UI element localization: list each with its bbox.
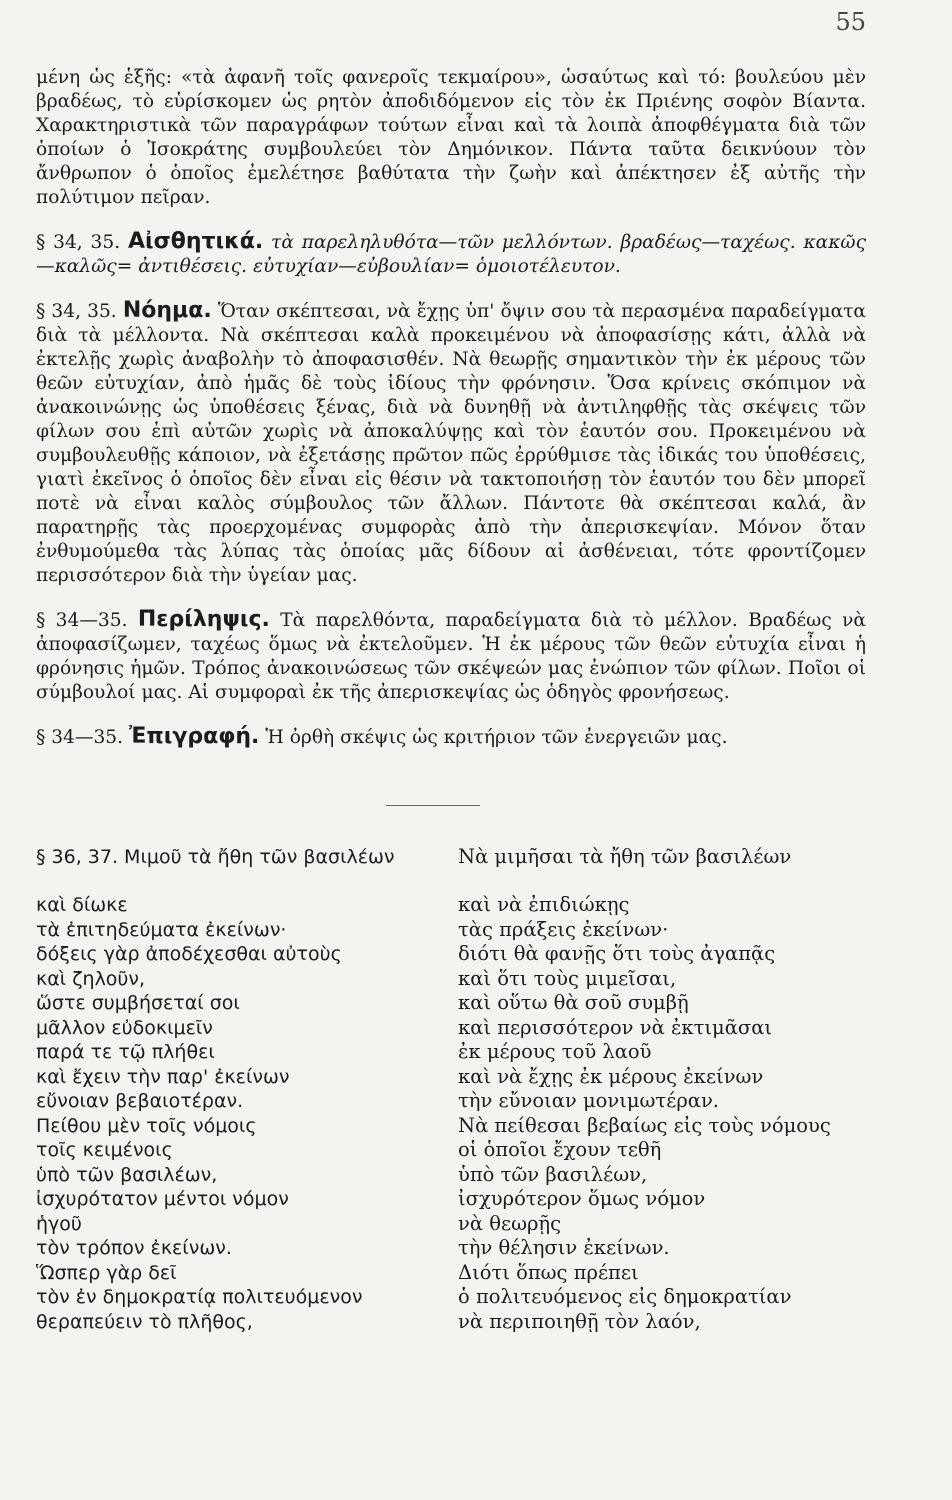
original-line: θεραπεύειν τὸ πλῆθος, [36, 1310, 253, 1333]
translation-line: ἰσχυρότερον ὅμως νόμον [458, 1187, 706, 1210]
section-divider [386, 805, 480, 806]
section-ref: § 34, 35. [36, 232, 121, 253]
translation-row [36, 1089, 876, 1114]
translation-header-text: Νὰ μιμῆσαι τὰ ἤθη τῶν βασιλέων [458, 845, 792, 868]
section-body: Ἡ ὀρθὴ σκέψις ὡς κριτήριον τῶν ἐνεργειῶν μας. [265, 727, 728, 748]
translation-line: οἱ ὁποῖοι ἔχουν τεθῆ [458, 1138, 662, 1161]
original-line: τοῖς κειμένοις [36, 1139, 173, 1161]
translation-row [36, 1310, 876, 1335]
section-body: τὰ παρεληλυθότα—τῶν μελλόντων. βραδέως—ταχέως. κακῶς—καλῶς= ἀντιθέσεις. εὐτυχίαν—εὐβουλίαν= ὁμοιοτέλευτον. [36, 232, 866, 277]
section-ref: § 34—35. [36, 610, 128, 631]
translation-row [36, 1285, 876, 1310]
translation-row [36, 1016, 876, 1041]
translation-line: Νὰ πείθεσαι βεβαίως εἰς τοὺς νόμους [458, 1113, 831, 1137]
translation-row [36, 942, 876, 967]
book-text [36, 66, 866, 750]
section-heading: Ἐπιγραφή. [128, 724, 260, 749]
original-line: παρά τε τῷ πλήθει [36, 1041, 215, 1063]
translation-row [36, 1212, 876, 1237]
translation-line: Διότι ὅπως πρέπει [458, 1260, 639, 1284]
translation-header [36, 845, 876, 893]
section-ref: § 34—35. [36, 727, 124, 748]
intro-paragraph: μένη ὡς ἑξῆς: «τὰ ἀφανῆ τοῖς φανεροῖς τεκμαίρου», ὡσαύτως καὶ τό: βουλεύου μὲν βραδέως, τὸ εὑρίσκομεν ὡς ρητὸν ἀποδιδόμενον εἰς τὸν ἐκ Πριένης σοφὸν Βίαντα. Χαρακτηριστικὰ τῶν παραγράφων τούτων εἶναι καὶ τὰ λοιπὰ ἀποφθέγματα διὰ τῶν ὁποίων ὁ Ἰσοκράτης συμβουλεύει τὸν Δημόνικον. Πάντα ταῦτα δεικνύουν τὸν ἄνθρωπον ὁ ὁποῖος ἐμελέτησε βαθύτατα τὴν ζωὴν καὶ ἀπέκτησεν ἐξ αὐτῆς τὴν πολύτιμον πεῖραν. [36, 67, 866, 208]
translation-line: καὶ ὅτι τοὺς μιμεῖσαι, [458, 966, 677, 990]
original-line: δόξεις γὰρ ἀποδέχεσθαι αὐτοὺς [36, 943, 342, 965]
original-line: Πείθου μὲν τοῖς νόμοις [36, 1114, 257, 1137]
translation-line: τὴν θέλησιν ἐκείνων. [458, 1236, 670, 1259]
original-line: ὥστε συμβήσεταί σοι [36, 992, 240, 1014]
section-ref: § 34, 35. [36, 301, 117, 322]
section-epigraphe [36, 725, 866, 750]
original-line: ἰσχυρότατον μέντοι νόμον [36, 1188, 289, 1210]
original-line: ὑπὸ τῶν βασιλέων, [36, 1163, 218, 1186]
translation-line: ἐκ μέρους τοῦ λαοῦ [458, 1040, 652, 1063]
original-line: Ὥσπερ γὰρ δεῖ [36, 1261, 177, 1284]
original-line: τὸν ἐν δημοκρατίᾳ πολιτευόμενον [36, 1286, 363, 1308]
section-body: Ὅταν σκέπτεσαι, νὰ ἔχῃς ὑπ' ὄψιν σου τὰ περασμένα παραδείγματα διὰ τὰ μέλλοντα. Νὰ σκέπτεσαι καλὰ προκειμένου νὰ ἀποφασίσῃς κάτι, ἀλλὰ νὰ ἐκτελῇς χωρὶς ἀναβολὴν τὸ ἀποφασισθέν. Νὰ θεωρῇς σημαντικὸν τὴν ἐκ μέρους τῶν θεῶν εὐτυχίαν, ἀπὸ ἡμᾶς δὲ τοὺς ἰδίους τὴν φρόνησιν. Ὅσα κρίνεις σκόπιμον νὰ ἀνακοινώνῃς ὡς ὑποθέσεις ξένας, διὰ νὰ δυνηθῇ νὰ ἀντιληφθῇς τὰς σκέψεις τῶν φίλων σου ἐπὶ αὐτῶν χωρὶς νὰ ἀποκαλύψῃς καὶ τὸν ἑαυτόν σου. Προκειμένου νὰ συμβουλευθῇς κάποιον, νὰ ἐξετάσῃς πρῶτον πῶς ἐρρύθμισε τὰς ἰδικάς του ὑποθέσεις, γιατὶ ἐκεῖνος ὁ ὁποῖος δὲν εἶναι εἰς θέσιν νὰ τακτοποιήσῃ τὸν ἑαυτόν του δὲν μπορεῖ ποτὲ νὰ εἶναι καλὸς σύμβουλος τῶν ἄλλων. Πάντοτε θὰ σκέπτεσαι καλά, ἂν παρατηρῇς τὰς προερχομένας συμφορὰς ἀπὸ τὴν ἀπερισκεψίαν. Μόνον ὅταν ἐνθυμούμεθα τὰς λύπας τὰς ὁποίας μᾶς δίδουν αἱ ἀσθένειαι, τότε φροντίζομεν περισσότερον διὰ τὴν ὑγείαν μας. [36, 301, 866, 586]
section-heading: Νόημα. [122, 298, 212, 323]
translation-row [36, 1187, 876, 1212]
section-heading: Αἰσθητικά. [127, 229, 264, 254]
section-body: Τὰ παρελθόντα, παραδείγματα διὰ τὸ μέλλον. Βραδέως νὰ ἀποφασίζωμεν, ταχέως ὅμως νὰ ἐκτελοῦμεν. Ἡ ἐκ μέρους τῶν θεῶν εὐτυχία εἶναι ἡ φρόνησις ἡμῶν. Τρόπος ἀνακοινώσεως τῶν σκέψεών μας ἐνώπιον τῶν φίλων. Ποῖοι οἱ σύμβουλοί μας. Αἱ συμφοραὶ ἐκ τῆς ἀπερισκεψίας ὡς ὁδηγὸς φρονήσεως. [36, 610, 866, 703]
page-number: 55 [835, 8, 866, 36]
original-line: τὰ ἐπιτηδεύματα ἐκείνων· [36, 918, 287, 941]
translation-row [36, 1065, 876, 1090]
translation-line: νὰ περιποιηθῇ τὸν λαόν, [458, 1309, 701, 1333]
translation-line: ὑπὸ τῶν βασιλέων, [458, 1162, 648, 1186]
section-heading: Περίληψις. [137, 607, 270, 632]
original-line: καὶ ἔχειν τὴν παρ' ἐκείνων [36, 1065, 290, 1088]
original-line: τὸν τρόπον ἐκείνων. [36, 1237, 232, 1259]
translation-line: νὰ θεωρῇς [458, 1211, 562, 1235]
original-header: § 36, 37. Μιμοῦ τὰ ἤθη τῶν βασιλέων [36, 846, 395, 868]
translation-row [36, 918, 876, 943]
translation-rows [36, 893, 876, 1334]
translation-row [36, 1236, 876, 1261]
original-line: καὶ ζηλοῦν, [36, 967, 146, 990]
original-line: ἡγοῦ [36, 1212, 82, 1235]
translation-line: καὶ περισσότερον νὰ ἐκτιμᾶσαι [458, 1015, 773, 1039]
translation-line: καὶ νὰ ἔχῃς ἐκ μέρους ἐκείνων [458, 1064, 764, 1088]
original-line: εὔνοιαν βεβαιοτέραν. [36, 1090, 244, 1112]
translation-line: καὶ οὕτω θὰ σοῦ συμβῇ [458, 991, 689, 1014]
translation-row [36, 1138, 876, 1163]
translation-row [36, 1114, 876, 1139]
translation-line: τὴν εὔνοιαν μονιμωτέραν. [458, 1089, 720, 1112]
translation-row [36, 1261, 876, 1286]
translation-columns [36, 845, 876, 1334]
translation-row [36, 967, 876, 992]
translation-row [36, 1163, 876, 1188]
translation-line: διότι θὰ φανῇς ὅτι τοὺς ἀγαπᾷς [458, 942, 776, 965]
section-perilepsis [36, 608, 866, 705]
translation-line: ὁ πολιτευόμενος εἰς δημοκρατίαν [458, 1285, 792, 1308]
translation-row [36, 1040, 876, 1065]
translation-line: τὰς πράξεις ἐκείνων· [458, 917, 669, 941]
translation-row [36, 893, 876, 918]
original-line: καὶ δίωκε [36, 894, 128, 916]
section-aisthetika [36, 230, 866, 279]
translation-line: καὶ νὰ ἐπιδιώκῃς [458, 893, 630, 916]
section-noema [36, 299, 866, 588]
original-line: μᾶλλον εὐδοκιμεῖν [36, 1016, 213, 1039]
translation-row [36, 991, 876, 1016]
